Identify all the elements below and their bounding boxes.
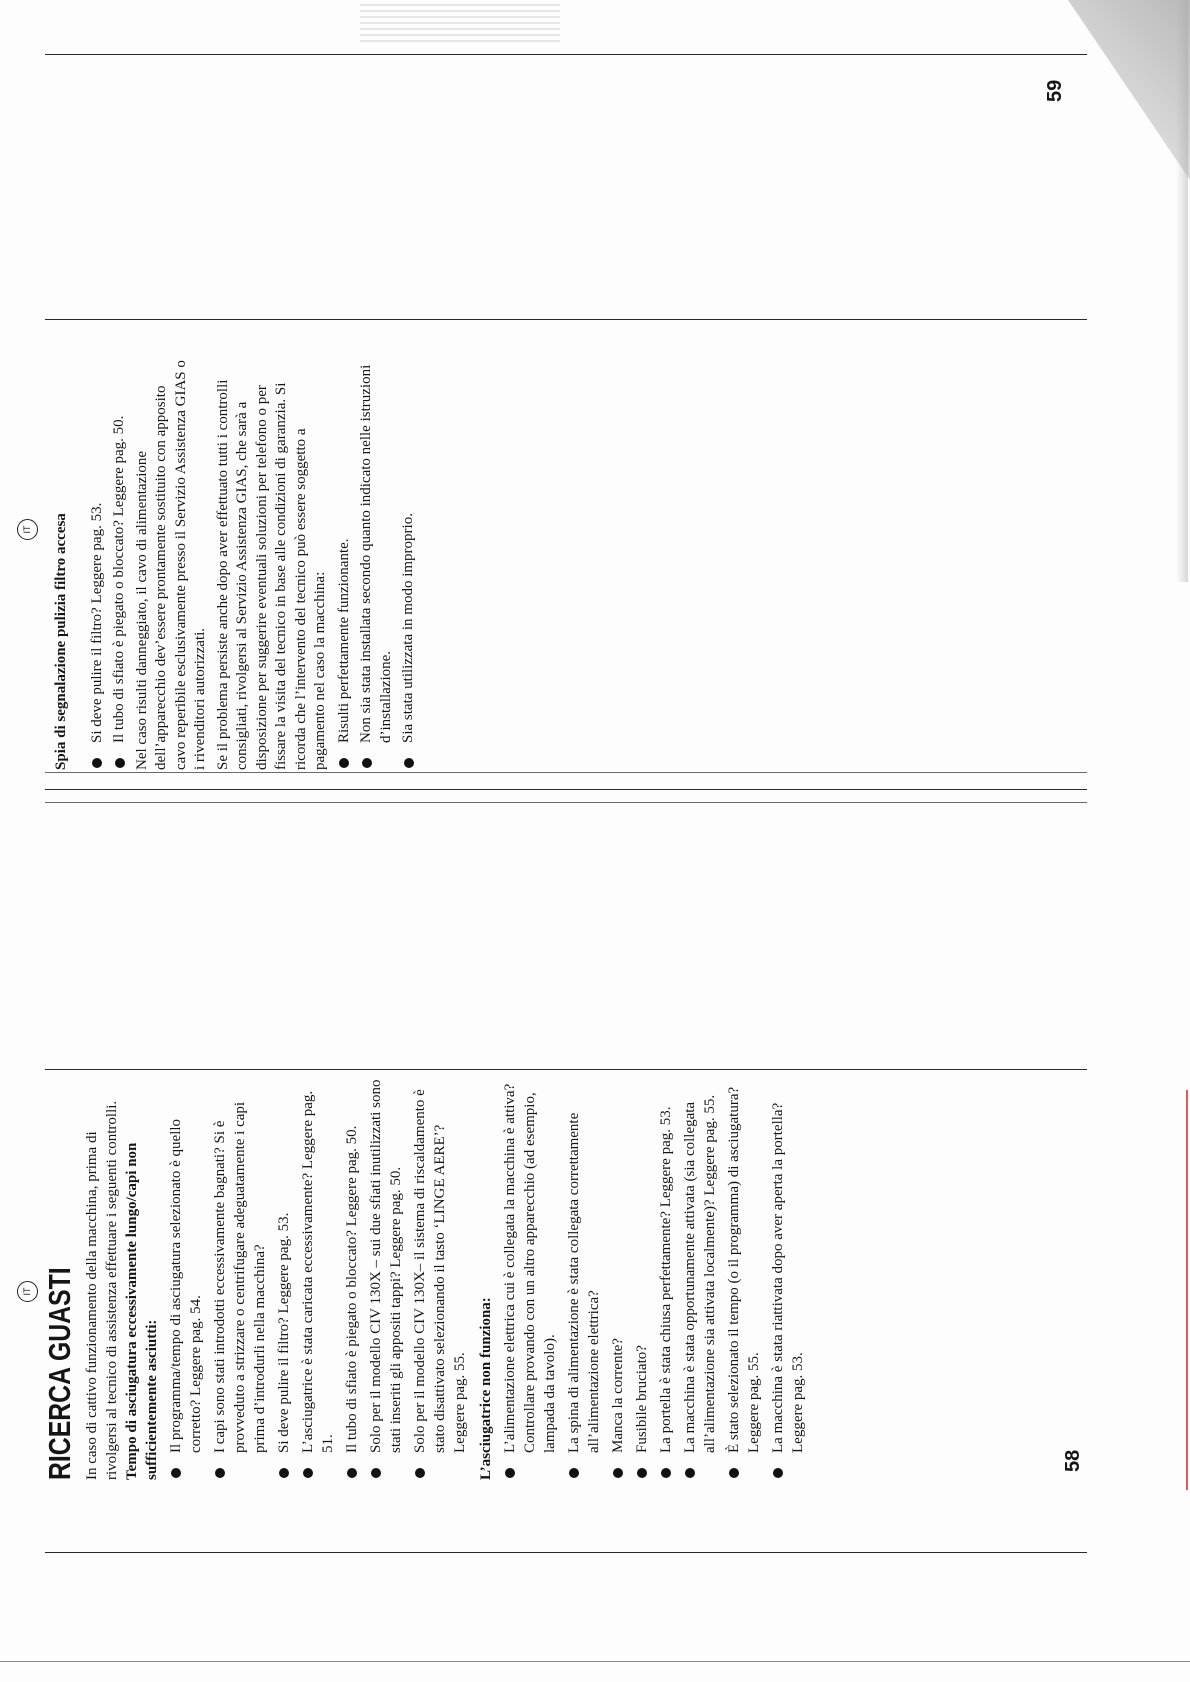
checklist-item [680, 1078, 720, 1480]
checklist-item-text: Solo per il modello CIV 130X – sui due sfiati inutilizzati sono stati inseriti gli appositi tappi? Leggere pag. 50. [368, 1079, 404, 1453]
service-note: Se il problema persiste anche dopo aver effettuato tutti i controlli consigliati, rivolgersi al Servizio Assistenza GIAS, che sarà a disposizione per suggerire eventuali soluzioni per telefono o per fissare la visita del tecnico in base alle condizioni di garanzia. Si ricorda che l’intervento del tecnico può essere soggetto a pagamento nel caso la macchina: [214, 379, 328, 770]
bullet-icon [215, 1468, 225, 1478]
checklist [335, 360, 419, 770]
page-number: 58 [1062, 1449, 1084, 1472]
checklist-item-text: Il tubo di sfiato è piegato o bloccato? Leggere pag. 50. [111, 415, 127, 743]
intro-paragraph: In caso di cattivo funzionamento della macchina, prima di rivolgersi al tecnico di assistenza effettuare i seguenti controlli. [84, 1100, 120, 1480]
bullet-icon [637, 1468, 647, 1478]
checklist-item [166, 1078, 206, 1480]
gutter-rule [45, 802, 1087, 803]
page-title: RICERCA GUASTI [42, 1267, 77, 1480]
language-code: IT [22, 1287, 32, 1296]
checklist-item-text: La spina di alimentazione è stata collegata correttamente all’alimentazione elettrica? [566, 1112, 602, 1453]
bullet-icon [279, 1468, 289, 1478]
checklist-item [298, 1078, 338, 1480]
checklist-item-text: Il programma/tempo di asciugatura selezionato è quello corretto? Leggere pag. 54. [168, 1118, 204, 1453]
checklist-item-text: L’asciugatrice è stata caricata eccessivamente? Leggere pag. 51. [300, 1090, 336, 1453]
checklist-item [399, 360, 419, 770]
checklist-item-text: La macchina è stata riattivata dopo aver aperta la portella? Leggere pag. 53. [770, 1102, 806, 1453]
page-58 [0, 922, 1190, 1682]
text-column [52, 360, 419, 770]
language-badge [17, 519, 38, 540]
bullet-icon [661, 1468, 671, 1478]
checklist [166, 1078, 470, 1480]
checklist-item-text: L’alimentazione elettrica cui è collegata la macchina è attiva? Controllare provando con un altro apparecchio (ad esempio, lampada da tavolo). [502, 1083, 558, 1453]
checklist-item [342, 1078, 362, 1480]
bullet-icon [339, 758, 349, 768]
bullet-icon [773, 1468, 783, 1478]
gutter-rule [45, 789, 1087, 790]
language-code: IT [22, 525, 32, 534]
bullet-icon [729, 1468, 739, 1478]
bullet-icon [613, 1468, 623, 1478]
language-badge [17, 1281, 38, 1302]
checklist-item [564, 1078, 604, 1480]
page-number: 59 [1044, 79, 1066, 102]
bullet-icon [347, 1468, 357, 1478]
checklist-item-text: Manca la corrente? [610, 1338, 626, 1453]
checklist-item [500, 1078, 560, 1480]
bullet-icon [569, 1468, 579, 1478]
section-heading: Tempo di asciugatura eccessivamente lungo/capi non sufficientemente asciutti: [124, 1142, 160, 1480]
checklist-item-text: Si deve pulire il filtro? Leggere pag. 53. [88, 502, 105, 743]
checklist-item [274, 1078, 294, 1480]
bullet-icon [404, 758, 414, 768]
text-column [44, 1078, 808, 1480]
checklist-item [768, 1078, 808, 1480]
checklist-item [210, 1078, 270, 1480]
checklist-item [335, 360, 355, 770]
checklist-item-text: I capi sono stati introdotti eccessivamente bagnati? Si è provveduto a strizzare o centrifugare adeguatamente i capi prima d’introdurli nella macchina? [212, 1101, 268, 1453]
checklist-item [110, 360, 130, 770]
checklist-item-text: Risulti perfettamente funzionante. [335, 538, 352, 743]
cable-note: Nel caso risulti danneggiato, il cavo di alimentazione dell’apparecchio dev’essere prontamente sostituito con apposito cavo reperibile esclusivamente presso il Servizio Assistenza GIAS o i rivenditori autorizzati. [133, 360, 208, 770]
section-heading: Spia di segnalazione pulizia filtro accesa [53, 513, 69, 770]
bullet-icon [505, 1468, 515, 1478]
checklist-item [656, 1078, 676, 1480]
checklist-item-text: Fusibile bruciato? [634, 1345, 650, 1453]
bullet-icon [303, 1468, 313, 1478]
checklist-item [366, 1078, 406, 1480]
checklist-item-text: La portella è stata chiusa perfettamente? Leggere pag. 53. [658, 1106, 674, 1453]
checklist [88, 360, 130, 770]
bullet-icon [685, 1468, 695, 1478]
bullet-icon [371, 1468, 381, 1478]
checklist-item [88, 360, 108, 770]
checklist-item-text: È stato selezionato il tempo (o il programma) di asciugatura? Leggere pag. 55. [726, 1086, 762, 1453]
checklist-item [632, 1078, 652, 1480]
checklist [500, 1078, 808, 1480]
checklist-item [724, 1078, 764, 1480]
checklist-item [608, 1078, 628, 1480]
checklist-item-text: Il tubo di sfiato è piegato o bloccato? Leggere pag. 50. [344, 1125, 360, 1453]
checklist-item-text: Sia stata utilizzata in modo improprio. [400, 513, 416, 743]
checklist-item [357, 360, 396, 770]
checklist-item [410, 1078, 470, 1480]
section-heading: L’asciugatrice non funziona: [478, 1297, 494, 1480]
bullet-icon [362, 758, 372, 768]
page-59 [0, 0, 1190, 787]
bullet-icon [92, 758, 102, 768]
bullet-icon [415, 1468, 425, 1478]
checklist-item-text: La macchina è stata opportunamente attivata (sia collegata all’alimentazione sia attivata localmente)? Leggere pag. 55. [682, 1094, 718, 1453]
bullet-icon [115, 758, 125, 768]
bullet-icon [171, 1468, 181, 1478]
checklist-item-text: Solo per il modello CIV 130X– il sistema di riscaldamento è stato disattivato selezionando il tasto ‘LINGE AERE’? Leggere pag. 55. [412, 1089, 468, 1453]
checklist-item-text: Si deve pulire il filtro? Leggere pag. 53. [276, 1212, 292, 1453]
checklist-item-text: Non sia stata installata secondo quanto indicato nelle istruzioni d’installazione. [358, 364, 394, 743]
